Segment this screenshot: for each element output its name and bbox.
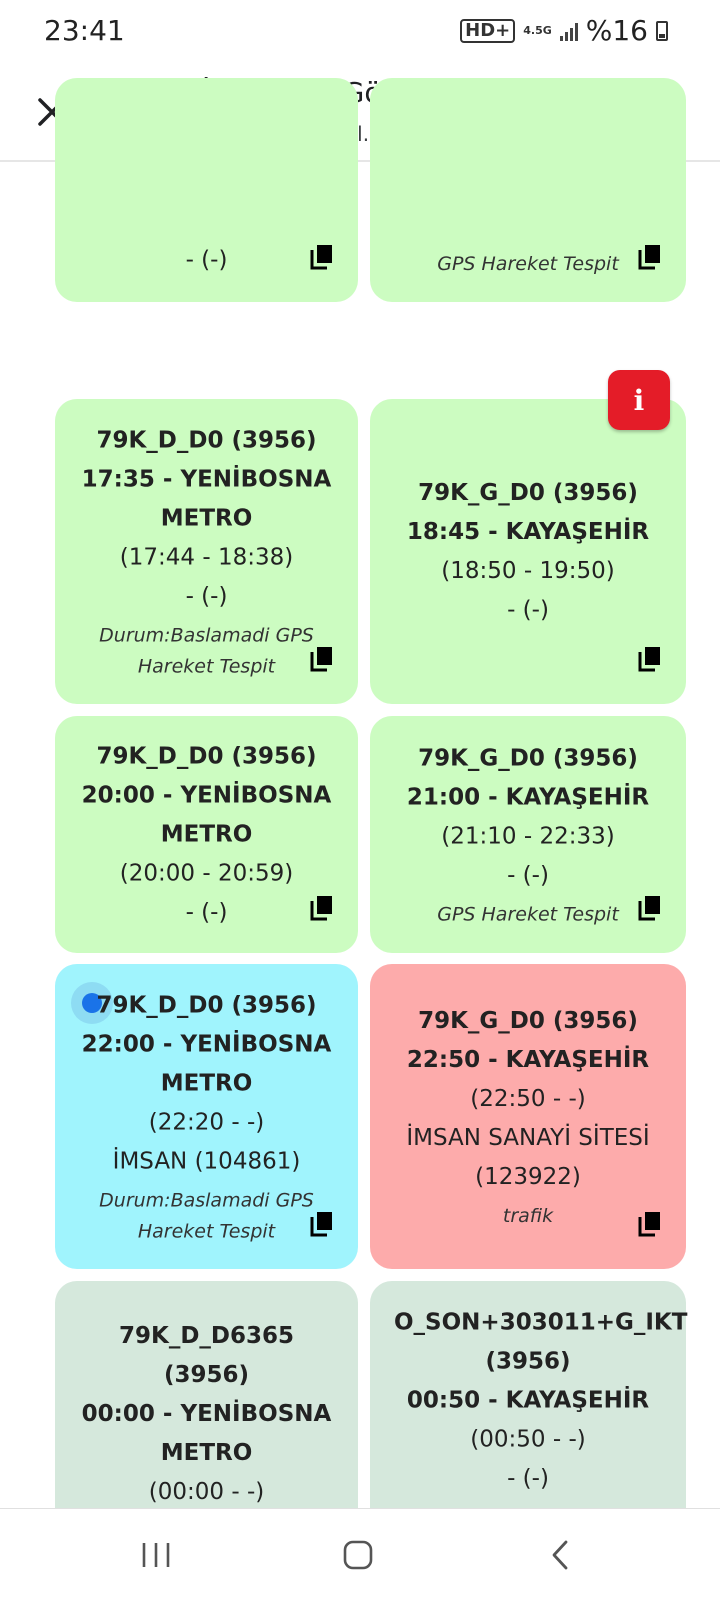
trip-title: O_SON+303011+G_IKT (3956) (394, 1309, 688, 1374)
copy-icon[interactable] (310, 244, 334, 270)
trip-times: (21:10 - 22:33) (441, 823, 615, 849)
trip-vehicle: - (-) (507, 1465, 549, 1491)
trip-note: GPS Hareket Tespit (437, 903, 619, 925)
home-button[interactable] (328, 1525, 388, 1585)
trip-card[interactable] (370, 399, 686, 704)
back-button[interactable] (530, 1525, 590, 1585)
trip-card[interactable] (370, 78, 686, 302)
trip-vehicle: - (-) (185, 247, 228, 273)
trip-card-alert[interactable] (370, 964, 686, 1269)
trip-vehicle: İMSAN (104861) (112, 1148, 301, 1174)
trip-departure: 00:50 - KAYAŞEHİR (406, 1387, 650, 1413)
trip-departure: 18:45 - KAYAŞEHİR (406, 518, 650, 545)
trip-card[interactable] (55, 78, 358, 302)
copy-icon[interactable] (638, 1211, 662, 1237)
trip-vehicle: - (-) (507, 596, 549, 623)
status-indicators (460, 14, 668, 47)
system-nav-bar (0, 1508, 720, 1600)
trip-title: 79K_D_D0 (3956) (96, 992, 317, 1018)
trip-departure: 21:00 - KAYAŞEHİR (406, 784, 650, 810)
page-content (0, 163, 720, 1508)
hd-plus-icon: HD+ (460, 19, 515, 43)
status-time: 23:41 (44, 14, 125, 47)
trip-departure: 20:00 - YENİBOSNA METRO (81, 782, 332, 847)
trip-vehicle: İMSAN SANAYİ SİTESİ (123922) (406, 1124, 650, 1190)
battery-icon (656, 21, 668, 41)
trip-note: trafik (502, 1204, 554, 1227)
trip-vehicle: - (-) (507, 862, 549, 888)
signal-icon (560, 21, 578, 41)
trip-card[interactable] (55, 716, 358, 953)
trip-title: 79K_G_D0 (3956) (418, 1007, 638, 1034)
trip-card-active[interactable] (55, 964, 358, 1269)
trip-title: 79K_D_D0 (3956) (96, 427, 317, 453)
trip-departure: 17:35 - YENİBOSNA METRO (81, 466, 332, 531)
copy-icon[interactable] (310, 895, 334, 921)
recent-apps-button[interactable] (126, 1525, 186, 1585)
copy-icon[interactable] (638, 895, 662, 921)
copy-icon[interactable] (310, 1211, 334, 1237)
trip-card[interactable] (370, 716, 686, 953)
trip-departure: 22:50 - KAYAŞEHİR (406, 1046, 650, 1073)
home-icon (342, 1539, 374, 1571)
trip-note: GPS Hareket Tespit (437, 253, 619, 275)
trip-times: (17:44 - 18:38) (119, 544, 294, 570)
trip-title: 79K_D_D0 (3956) (96, 743, 317, 769)
info-button[interactable]: i (608, 370, 670, 430)
trip-title: 79K_D_D6365 (3956) (118, 1322, 295, 1388)
trip-vehicle: - (-) (185, 583, 228, 609)
back-icon (549, 1539, 571, 1571)
status-bar (0, 0, 720, 64)
trip-card[interactable] (55, 399, 358, 704)
trip-title: 79K_G_D0 (3956) (418, 479, 638, 506)
trip-times: (18:50 - 19:50) (441, 557, 615, 584)
trip-times: (22:50 - -) (470, 1085, 586, 1112)
trip-note: Durum:Baslamadi GPS Hareket Tespit (99, 1189, 314, 1242)
trip-title: 79K_G_D0 (3956) (418, 745, 638, 771)
recent-apps-icon (141, 1541, 171, 1569)
trip-times: (00:00 - -) (148, 1478, 265, 1505)
copy-icon[interactable] (310, 646, 334, 672)
trip-departure: 22:00 - YENİBOSNA METRO (81, 1031, 332, 1096)
trip-times: (20:00 - 20:59) (119, 860, 294, 886)
trip-departure: 00:00 - YENİBOSNA METRO (81, 1400, 332, 1466)
battery-percent: %16 (585, 14, 648, 47)
trip-times: (22:20 - -) (148, 1109, 265, 1135)
trip-vehicle: - (-) (185, 899, 228, 925)
trip-times: (00:50 - -) (470, 1426, 586, 1452)
copy-icon[interactable] (638, 646, 662, 672)
network-type-label: 4.5G (523, 23, 552, 37)
copy-icon[interactable] (638, 244, 662, 270)
trip-note: Durum:Baslamadi GPS Hareket Tespit (99, 624, 314, 677)
